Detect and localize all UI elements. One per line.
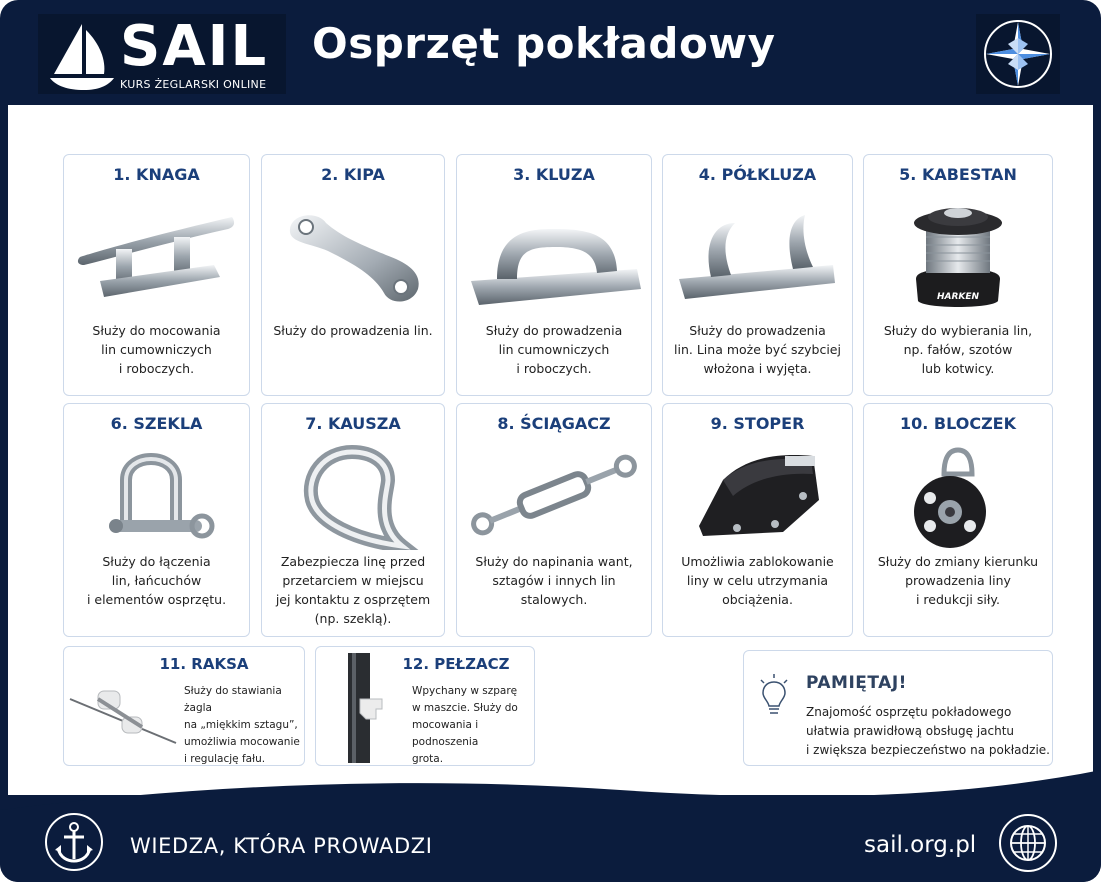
compass-logo	[976, 14, 1060, 94]
card-pelzacz	[315, 646, 535, 766]
card-szekla	[63, 403, 250, 637]
card-title: 9. STOPER	[710, 414, 805, 433]
card-title: 1. KNAGA	[113, 165, 200, 184]
sailboat-icon	[48, 20, 118, 92]
card-description: Służy do prowadzenia lin.	[273, 323, 433, 338]
card-description: Zabezpiecza linę przed przetarciem w miejscu jej kontaktu z osprzętem (np. szeklą).	[275, 554, 431, 626]
card-description: Służy do zmiany kierunku prowadzenia liny i redukcji siły.	[877, 554, 1039, 607]
fairlead-icon	[262, 193, 444, 313]
card-title: 4. PÓŁKLUZA	[698, 165, 817, 184]
card-title: 6. SZEKLA	[110, 414, 203, 433]
chock-icon	[457, 193, 651, 313]
card-description: Służy do łączenia lin, łańcuchów i elementów osprzętu.	[86, 554, 227, 607]
card-description: Służy do stawiania żagla na „miękkim sztagu”, umożliwia mocowanie i regulację fału.	[184, 685, 300, 765]
content-panel	[8, 105, 1093, 795]
hank-icon	[68, 677, 180, 761]
cleat-icon	[64, 193, 249, 313]
card-bloczek	[863, 403, 1053, 637]
card-stoper	[662, 403, 853, 637]
thimble-icon	[262, 440, 444, 550]
rope-clutch-icon	[663, 440, 852, 550]
card-title: 12. PEŁZACZ	[402, 655, 510, 673]
card-description: Służy do napinania want, sztagów i innych lin stalowych.	[475, 554, 633, 607]
card-title: 7. KAUSZA	[305, 414, 401, 433]
card-kausza	[261, 403, 445, 637]
shackle-icon	[64, 440, 249, 550]
card-kluza	[456, 154, 652, 396]
card-description: Wpychany w szparę w maszcie. Służy do mocowania i podnoszenia grota.	[412, 685, 518, 765]
card-description: Umożliwia zablokowanie liny w celu utrzymania obciążenia.	[681, 554, 834, 607]
remember-text: Znajomość osprzętu pokładowego ułatwia prawidłową obsługę jachtu i zwiększa bezpieczeństwo na pokładzie.	[806, 705, 1050, 757]
wave-decoration	[0, 770, 1101, 882]
header	[0, 0, 1101, 105]
anchor-icon	[44, 812, 104, 872]
globe-icon	[998, 813, 1058, 873]
card-kipa	[261, 154, 445, 396]
logo	[38, 14, 286, 94]
footer-url[interactable]: sail.org.pl	[864, 832, 977, 858]
card-title: 2. KIPA	[321, 165, 385, 184]
card-knaga	[63, 154, 250, 396]
card-polkluza	[662, 154, 853, 396]
winch-icon	[864, 193, 1052, 313]
card-title: 3. KLUZA	[513, 165, 595, 184]
half-chock-icon	[663, 193, 852, 313]
card-title: 8. ŚCIĄGACZ	[497, 414, 611, 433]
turnbuckle-icon	[457, 440, 651, 550]
winch-brand-label: HARKEN	[936, 292, 980, 302]
card-title: 5. KABESTAN	[899, 165, 1017, 184]
card-sciagacz	[456, 403, 652, 637]
card-description: Służy do wybierania lin, np. fałów, szotów lub kotwicy.	[883, 323, 1033, 376]
card-title: 11. RAKSA	[159, 655, 249, 673]
card-kabestan	[863, 154, 1053, 396]
remember-title: PAMIĘTAJ!	[806, 673, 907, 693]
card-description: Służy do prowadzenia lin. Lina może być szybciej włożona i wyjęta.	[674, 323, 841, 376]
compass-rose-icon	[980, 16, 1056, 92]
pulley-block-icon	[864, 440, 1052, 550]
lightbulb-icon	[756, 673, 792, 717]
logo-subtitle: KURS ŻEGLARSKI ONLINE	[120, 78, 267, 91]
card-description: Służy do prowadzenia lin cumowniczych i roboczych.	[485, 323, 623, 376]
card-raksa	[63, 646, 305, 766]
remember-box	[743, 650, 1053, 766]
page-title: Osprzęt pokładowy	[312, 19, 776, 68]
card-title: 10. BLOCZEK	[899, 414, 1016, 433]
logo-word: SAIL	[120, 14, 269, 79]
card-description: Służy do mocowania lin cumowniczych i roboczych.	[92, 323, 221, 376]
footer-slogan: WIEDZA, KTÓRA PROWADZI	[130, 834, 433, 858]
sail-slide-icon	[320, 653, 404, 763]
